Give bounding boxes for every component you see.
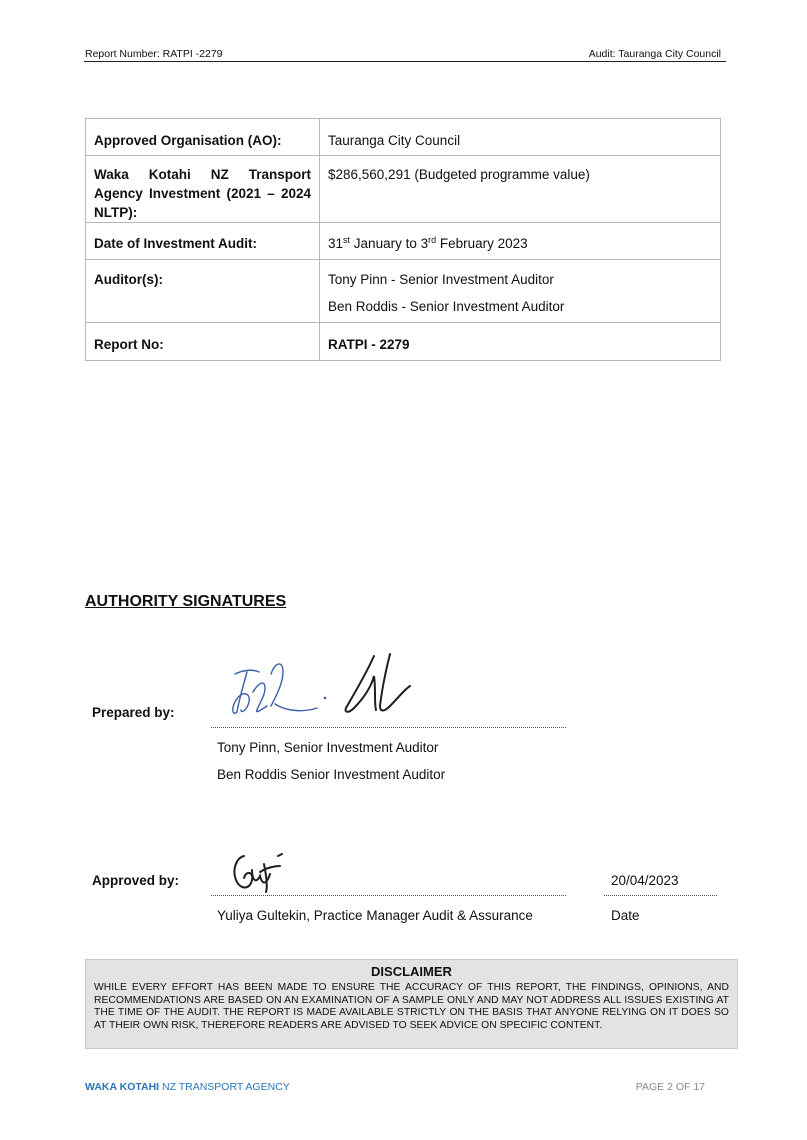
table-row [86,156,721,223]
footer-agency-rest: NZ TRANSPORT AGENCY [159,1081,290,1093]
row-value: RATPI - 2279 [320,323,721,361]
date-part: 31 [328,236,344,251]
row-label: Auditor(s): [86,260,320,323]
row-value [320,260,721,323]
footer-agency-bold: WAKA KOTAHI [85,1081,160,1093]
row-label: Date of Investment Audit: [86,223,320,260]
date-part: February 2023 [436,236,528,251]
header-report-number: Report Number: RATPI -2279 [85,48,223,60]
header-divider [84,61,726,62]
approved-signature-line [211,895,566,896]
footer-agency-name [85,1081,290,1093]
signature-yuliya-gultekin [230,850,290,896]
date-part: January to 3 [350,236,429,251]
audit-info-table [85,118,721,361]
row-label: Report No: [86,323,320,361]
preparer-name: Tony Pinn, Senior Investment Auditor [217,740,439,755]
date-signature-line [604,895,717,896]
approved-date: 20/04/2023 [611,873,679,888]
date-suffix: rd [428,235,437,245]
approved-by-label: Approved by: [92,873,180,888]
table-row [86,323,721,361]
prepared-by-label: Prepared by: [92,705,175,720]
header-audit-name: Audit: Tauranga City Council [588,48,721,60]
row-label: Waka Kotahi NZ Transport Agency Investment (2021 – 2024 NLTP): [86,156,320,223]
table-row [86,119,721,156]
footer-page-number: PAGE 2 OF 17 [635,1081,705,1093]
preparer-name: Ben Roddis Senior Investment Auditor [217,767,446,782]
date-label: Date [611,908,640,923]
signature-tony-pinn [225,652,335,722]
approver-name: Yuliya Gultekin, Practice Manager Audit & Assurance [217,908,533,923]
table-row [86,223,721,260]
row-label: Approved Organisation (AO): [86,119,320,156]
auditor-line: Tony Pinn - Senior Investment Auditor [328,272,554,287]
auditor-line: Ben Roddis - Senior Investment Auditor [328,299,565,314]
audit-date-value [320,223,721,260]
section-title: AUTHORITY SIGNATURES [85,593,287,610]
row-value: $286,560,291 (Budgeted programme value) [320,156,721,223]
date-suffix: st [343,235,351,245]
prepared-signature-line [211,727,566,728]
signature-ben-roddis [338,650,418,718]
table-row [86,260,721,323]
disclaimer-box [85,959,738,1049]
disclaimer-body: WHILE EVERY EFFORT HAS BEEN MADE TO ENSURE THE ACCURACY OF THIS REPORT, THE FINDINGS, OPINIONS, AND RECOMMENDATIONS ARE BASED ON AN EXAMINATION OF A SAMPLE ONLY AND MAY NOT ADDRESS ALL ISSUES EXISTING AT THE TIME OF THE AUDIT. THE REPORT IS MADE AVAILABLE STRICTLY ON THE BASIS THAT ANYONE RELYING ON IT DOES SO AT THEIR OWN RISK, THEREFORE READERS ARE ADVISED TO SEEK ADVICE ON SPECIFIC CONTENT. [94,982,729,1031]
disclaimer-title: DISCLAIMER [371,964,452,979]
row-value: Tauranga City Council [320,119,721,156]
